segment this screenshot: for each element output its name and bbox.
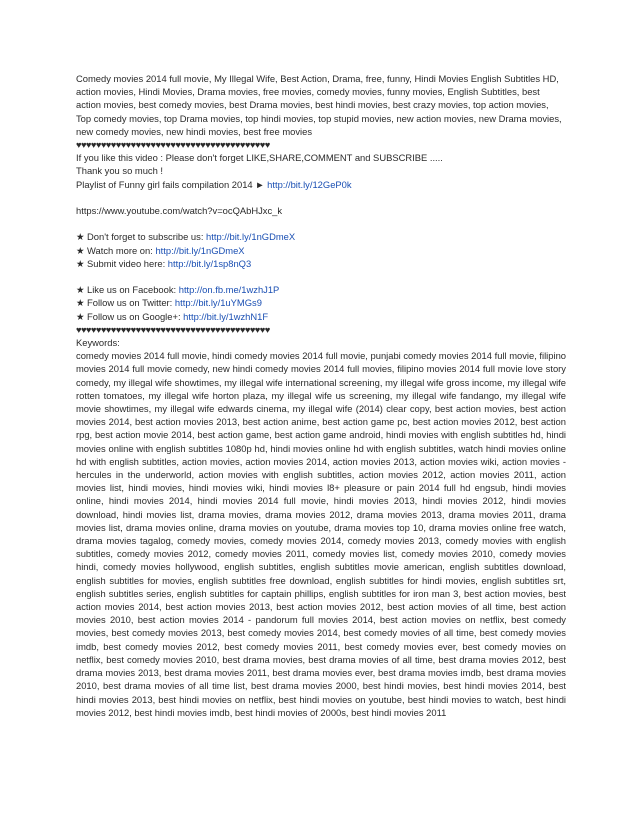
watch-line [76,244,566,257]
subscribe-text: ★ Don't forget to subscribe us: [76,231,207,243]
playlist-text: Playlist of Funny girl fails compilation 2014 ► [76,178,268,190]
twitter-text: ★ Follow us on Twitter: [76,297,175,309]
submit-text: ★ Submit video here: [76,257,168,269]
thanks-line: Thank you so much ! [76,165,164,177]
google-line [76,310,566,323]
facebook-text: ★ Like us on Facebook: [76,284,179,296]
playlist-link[interactable]: http://bit.ly/12GeP0k [267,178,352,190]
facebook-link[interactable]: http://on.fb.me/1wzhJ1P [178,284,280,296]
twitter-line [76,296,566,309]
hearts-divider-top: ♥♥♥♥♥♥♥♥♥♥♥♥♥♥♥♥♥♥♥♥♥♥♥♥♥♥♥♥♥♥♥♥♥♥♥♥♥♥♥ [76,139,270,151]
document-body [76,72,566,719]
facebook-line [76,283,566,296]
hearts-divider-bottom: ♥♥♥♥♥♥♥♥♥♥♥♥♥♥♥♥♥♥♥♥♥♥♥♥♥♥♥♥♥♥♥♥♥♥♥♥♥♥♥ [76,323,270,335]
twitter-link[interactable]: http://bit.ly/1uYMGs9 [174,297,262,309]
submit-link[interactable]: http://bit.ly/1sp8nQ3 [167,257,252,269]
submit-line [76,257,566,270]
watch-text: ★ Watch more on: [76,244,156,256]
intro-paragraph: Comedy movies 2014 full movie, My Illegal Wife, Best Action, Drama, free, funny, Hindi Movies English Subtitles HD, action movies, Hindi Movies, Drama movies, free movies, comedy movies, funny movies, English Subtitles, best action movies, best comedy movies, best Drama movies, best hindi movies, best crazy movies, top action movies, Top comedy movies, top Drama movies, top hindi movies, top stupid movies, new action movies, new Drama movies, new comedy movies, new hindi movies, best free movies [76,73,562,137]
google-text: ★ Follow us on Google+: [76,310,184,322]
watch-link[interactable]: http://bit.ly/1nGDmeX [155,244,245,256]
like-line: If you like this video : Please don't forget LIKE,SHARE,COMMENT and SUBSCRIBE ..... [76,152,443,164]
keywords-paragraph: comedy movies 2014 full movie, hindi comedy movies 2014 full movie, punjabi comedy movies 2014 full movie, filipino movies 2014 full movie comedy, new hindi comedy movies 2014 full movies, filipino movies 2014 full movie love story comedy, my illegal wife showtimes, my illegal wife international screening, my illegal wife gross income, my illegal wife rotten tomatoes, my illegal wife horton plaza, my illegal wife us screening, my illegal wife fandango, my illegal wife movie showtimes, my illegal wife edwards cinema, my illegal wife (2014) clear copy, best action movies, best action movies 2014, best action movies 2013, best action anime, best action game pc, best action movies 2012, best action rpg, best action movie 2014, best action game, best action game android, hindi movies with english subtitles hd, hindi movies online with english subtitles 1080p hd, hindi movies online hd with english subtitles, watch hindi movies online hd with english subtitles, action movies, action movies 2014, action movies 2013, action movies wiki, action movies - hercules in the underworld, action movies with english subtitles, action movies 2012, action movies 2011, action movies list, hindi movies, hindi movies wiki, hindi movies l8+ pleasure or pain 2014 full hd engsub, hindi movies online, hindi movies 2014, hindi movies 2014 full movie, hindi movies 2013, hindi movies 2012, hindi movies download, hindi movies list, drama movies, drama movies 2012, drama movies 2013, drama movies 2011, drama movies list, drama movies online, drama movies on youtube, drama movies top 10, drama movies online free watch, drama movies tagalog, comedy movies, comedy movies 2014, comedy movies 2013, comedy movies with english subtitles, comedy movies 2012, comedy movies 2011, comedy movies list, comedy movies 2010, comedy movies hindi, comedy movies hollywood, english subtitles, english subtitles movie american, english subtitles download, english subtitles for movies, english subtitles free download, english subtitles for hindi movies, english subtitles srt, english subtitles series, english subtitles for captain phillips, english subtitles for iron man 3, best action movies, best action movies 2014, best action movies 2013, best action movies 2012, best action movies of all time, best action movies 2010, best action movies 2014 - pandorum full movies 2014, best action movies on netflix, best comedy movies, best comedy movies 2013, best comedy movies 2014, best comedy movies of all time, best comedy movies imdb, best comedy movies 2012, best comedy movies 2011, best comedy movies ever, best comedy movies on netflix, best comedy movies 2010, best drama movies, best drama movies of all time, best drama movies 2012, best drama movies 2013, best drama movies 2011, best drama movies ever, best drama movies imdb, best drama movies 2010, best drama movies of all time list, best drama movies 2000, best hindi movies, best hindi movies 2014, best hindi movies 2013, best hindi movies on netflix, best hindi movies on youtube, best hindi movies to watch, best hindi movies 2012, best hindi movies imdb, best hindi movies of 2000s, best hindi movies 2011 [76,350,566,718]
playlist-line [76,178,566,191]
subscribe-link[interactable]: http://bit.ly/1nGDmeX [206,231,296,243]
subscribe-line [76,230,566,243]
keywords-label: Keywords: [76,337,120,349]
google-link[interactable]: http://bit.ly/1wzhN1F [183,310,269,322]
youtube-url: https://www.youtube.com/watch?v=ocQAbHJxc_k [76,205,283,217]
